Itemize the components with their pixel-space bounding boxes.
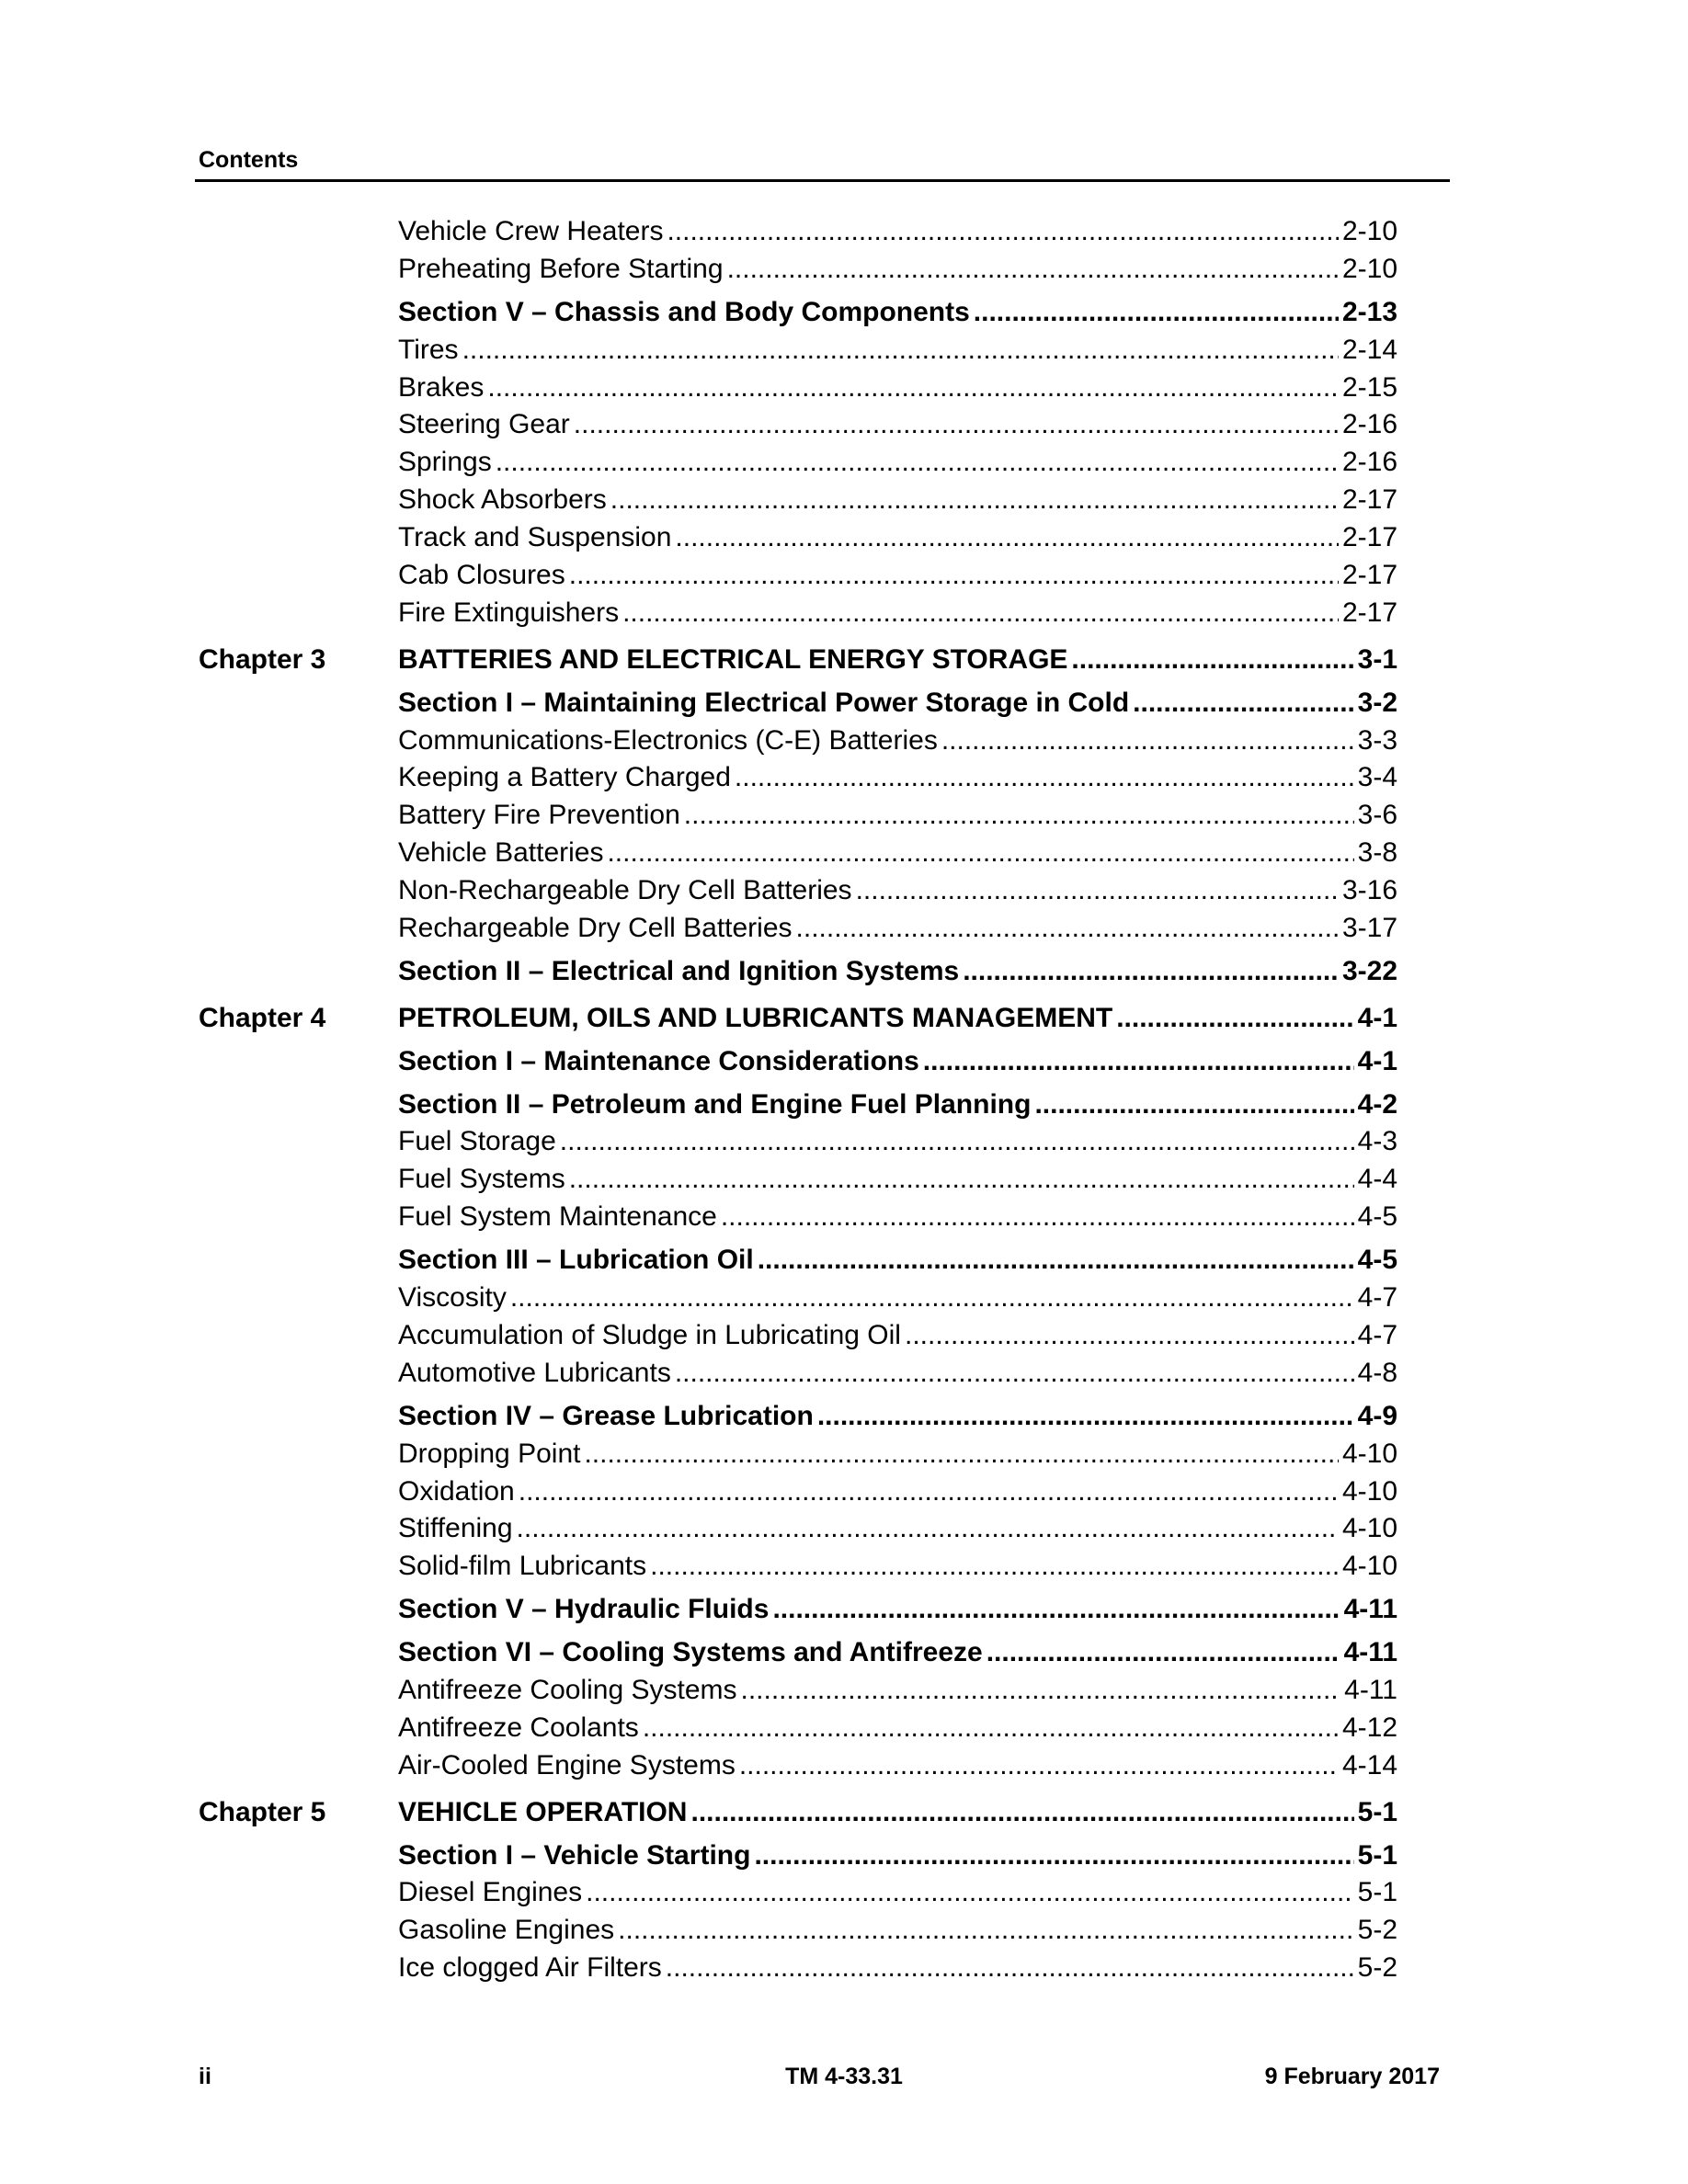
footer-page-number: ii: [199, 2064, 211, 2089]
dot-leader: [584, 1436, 1338, 1473]
toc-entry-title: Section V – Chassis and Body Components: [398, 296, 970, 327]
footer-date: 9 February 2017: [1264, 2064, 1440, 2089]
toc-item-entry[interactable]: [199, 251, 1397, 289]
toc-entry-title: Section II – Electrical and Ignition Systems: [398, 955, 960, 986]
toc-entry-title: Viscosity: [398, 1282, 507, 1314]
toc-page-number: 3-3: [1357, 724, 1397, 756]
toc-entry-title: Section II – Petroleum and Engine Fuel Planning: [398, 1088, 1032, 1120]
toc-chapter-label: Chapter 5: [199, 1796, 326, 1827]
dot-leader: [607, 835, 1353, 872]
dot-leader: [963, 953, 1339, 991]
toc-section-entry[interactable]: [199, 1837, 1397, 1875]
toc-entry-title: Springs: [398, 447, 492, 478]
dot-leader: [462, 332, 1339, 370]
dot-leader: [758, 1242, 1354, 1280]
dot-leader: [1071, 642, 1353, 679]
dot-leader: [675, 1355, 1354, 1393]
toc-item-entry[interactable]: [199, 1672, 1397, 1710]
toc-item-entry[interactable]: [199, 797, 1397, 835]
toc-entry-title: PETROLEUM, OILS AND LUBRICANTS MANAGEMENT: [398, 1002, 1113, 1033]
toc-entry-title: Communications-Electronics (C-E) Batteries: [398, 724, 938, 756]
toc-chapter-entry[interactable]: [199, 1000, 1397, 1038]
toc-chapter-label: Chapter 4: [199, 1002, 326, 1033]
dot-leader: [666, 1950, 1354, 1987]
toc-section-entry[interactable]: [199, 1634, 1397, 1672]
dot-leader: [643, 1710, 1339, 1747]
toc-page-number: 2-17: [1341, 597, 1397, 628]
toc-page-number: 5-1: [1357, 1796, 1397, 1827]
toc-page-number: 4-11: [1343, 1594, 1397, 1625]
toc-entry-title: Tires: [398, 334, 459, 365]
toc-item-entry[interactable]: [199, 332, 1397, 370]
dot-leader: [586, 1874, 1354, 1912]
toc-page-number: 2-17: [1341, 484, 1397, 516]
toc-page-number: 4-12: [1341, 1712, 1397, 1743]
toc-section-entry[interactable]: [199, 1086, 1397, 1124]
toc-entry-title: Fuel Storage: [398, 1126, 556, 1157]
dot-leader: [796, 910, 1339, 948]
toc-page-number: 5-2: [1357, 1915, 1397, 1946]
toc-entry-title: Oxidation: [398, 1475, 515, 1507]
toc-page-number: 4-8: [1357, 1357, 1397, 1388]
toc-item-entry[interactable]: [199, 872, 1397, 910]
dot-leader: [1116, 1000, 1353, 1038]
toc-entry-title: Section III – Lubrication Oil: [398, 1245, 754, 1276]
toc-item-entry[interactable]: [199, 482, 1397, 519]
toc-item-entry[interactable]: [199, 1123, 1397, 1161]
toc-entry-title: Stiffening: [398, 1513, 513, 1544]
toc-entry-title: Diesel Engines: [398, 1877, 583, 1908]
toc-page-number: 4-1: [1357, 1002, 1397, 1033]
toc-entry-title: Antifreeze Cooling Systems: [398, 1674, 737, 1705]
toc-page-number: 4-1: [1357, 1045, 1397, 1076]
toc-item-entry[interactable]: [199, 1473, 1397, 1511]
toc-item-entry[interactable]: [199, 1161, 1397, 1199]
toc-section-entry[interactable]: [199, 953, 1397, 991]
dot-leader: [569, 1161, 1354, 1199]
toc-page-number: 3-2: [1357, 687, 1397, 718]
dot-leader: [519, 1473, 1339, 1511]
toc-entry-title: Shock Absorbers: [398, 484, 607, 516]
dot-leader: [560, 1123, 1354, 1161]
toc-entry-title: Non-Rechargeable Dry Cell Batteries: [398, 875, 852, 906]
dot-leader: [772, 1591, 1340, 1629]
toc-page-number: 3-6: [1357, 800, 1397, 831]
toc-item-entry[interactable]: [199, 213, 1397, 251]
dot-leader: [517, 1510, 1339, 1548]
toc-page-number: 2-16: [1341, 447, 1397, 478]
dot-leader: [923, 1043, 1354, 1081]
toc-section-entry[interactable]: [199, 685, 1397, 722]
table-of-contents: [199, 213, 1397, 1987]
footer-document-id: TM 4-33.31: [785, 2064, 903, 2089]
toc-item-entry[interactable]: [199, 519, 1397, 557]
toc-page-number: 2-17: [1341, 560, 1397, 591]
dot-leader: [905, 1317, 1354, 1355]
toc-item-entry[interactable]: [199, 1912, 1397, 1950]
toc-page-number: 4-4: [1357, 1164, 1397, 1195]
toc-section-entry[interactable]: [199, 1398, 1397, 1436]
toc-page-number: 4-10: [1341, 1513, 1397, 1544]
toc-entry-title: Cab Closures: [398, 560, 565, 591]
toc-item-entry[interactable]: [199, 1710, 1397, 1747]
dot-leader: [817, 1398, 1354, 1436]
dot-leader: [569, 557, 1339, 595]
toc-page-number: 4-10: [1341, 1438, 1397, 1469]
toc-page-number: 4-3: [1357, 1126, 1397, 1157]
toc-page-number: 4-5: [1357, 1201, 1397, 1233]
toc-item-entry[interactable]: [199, 444, 1397, 482]
dot-leader: [622, 595, 1339, 632]
toc-item-entry[interactable]: [199, 1950, 1397, 1987]
toc-item-entry[interactable]: [199, 722, 1397, 760]
dot-leader: [856, 872, 1339, 910]
toc-item-entry[interactable]: [199, 370, 1397, 407]
dot-leader: [667, 213, 1338, 251]
toc-item-entry[interactable]: [199, 1747, 1397, 1785]
dot-leader: [496, 444, 1339, 482]
toc-page-number: 2-15: [1341, 371, 1397, 403]
toc-page-number: 2-10: [1341, 216, 1397, 246]
dot-leader: [487, 370, 1339, 407]
toc-section-entry[interactable]: [199, 1242, 1397, 1280]
dot-leader: [721, 1199, 1354, 1236]
toc-page-number: 2-13: [1341, 296, 1397, 327]
toc-item-entry[interactable]: [199, 406, 1397, 444]
toc-entry-title: Preheating Before Starting: [398, 253, 724, 284]
toc-entry-title: Section VI – Cooling Systems and Antifreeze: [398, 1637, 983, 1668]
toc-page-number: 4-14: [1341, 1749, 1397, 1780]
toc-page-number: 5-1: [1357, 1877, 1397, 1908]
toc-page-number: 4-11: [1344, 1674, 1397, 1705]
dot-leader: [735, 759, 1354, 797]
toc-item-entry[interactable]: [199, 1199, 1397, 1236]
toc-entry-title: Automotive Lubricants: [398, 1357, 671, 1388]
dot-leader: [510, 1280, 1354, 1317]
dot-leader: [754, 1837, 1353, 1875]
toc-item-entry[interactable]: [199, 1510, 1397, 1548]
toc-page-number: 2-10: [1341, 253, 1397, 284]
toc-page-number: 4-7: [1357, 1282, 1397, 1314]
toc-item-entry[interactable]: [199, 557, 1397, 595]
toc-page-number: 3-4: [1357, 762, 1397, 793]
toc-entry-title: Battery Fire Prevention: [398, 800, 680, 831]
toc-entry-title: Solid-film Lubricants: [398, 1551, 647, 1582]
toc-item-entry[interactable]: [199, 759, 1397, 797]
toc-page-number: 2-17: [1341, 522, 1397, 553]
dot-leader: [1034, 1086, 1353, 1124]
toc-entry-title: Fuel Systems: [398, 1164, 565, 1195]
toc-entry-title: Dropping Point: [398, 1438, 581, 1469]
toc-page-number: 3-8: [1357, 837, 1397, 869]
dot-leader: [618, 1912, 1353, 1950]
dot-leader: [739, 1747, 1339, 1785]
toc-entry-title: Vehicle Crew Heaters: [398, 216, 664, 246]
toc-page-number: 4-11: [1343, 1637, 1397, 1668]
toc-page-number: 3-16: [1341, 875, 1397, 906]
toc-page-number: 5-1: [1357, 1839, 1397, 1871]
toc-item-entry[interactable]: [199, 1280, 1397, 1317]
toc-item-entry[interactable]: [199, 910, 1397, 948]
toc-entry-title: BATTERIES AND ELECTRICAL ENERGY STORAGE: [398, 643, 1068, 675]
dot-leader: [941, 722, 1354, 760]
toc-entry-title: Ice clogged Air Filters: [398, 1952, 662, 1984]
toc-item-entry[interactable]: [199, 1436, 1397, 1473]
toc-section-entry[interactable]: [199, 1043, 1397, 1081]
dot-leader: [974, 294, 1339, 332]
dot-leader: [727, 251, 1339, 289]
toc-entry-title: Air-Cooled Engine Systems: [398, 1749, 736, 1780]
toc-entry-title: Brakes: [398, 371, 485, 403]
toc-item-entry[interactable]: [199, 1548, 1397, 1586]
toc-entry-title: Keeping a Battery Charged: [398, 762, 731, 793]
toc-entry-title: Vehicle Batteries: [398, 837, 604, 869]
toc-entry-title: Antifreeze Coolants: [398, 1712, 639, 1743]
toc-item-entry[interactable]: [199, 835, 1397, 872]
toc-page-number: 4-9: [1357, 1400, 1397, 1431]
toc-entry-title: Section I – Maintenance Considerations: [398, 1045, 919, 1076]
toc-page-number: 3-22: [1341, 955, 1397, 986]
dot-leader: [690, 1794, 1353, 1832]
toc-entry-title: Section IV – Grease Lubrication: [398, 1400, 814, 1431]
toc-page-number: 4-10: [1341, 1475, 1397, 1507]
toc-page-number: 3-17: [1341, 913, 1397, 944]
page-header-title: Contents: [199, 147, 299, 173]
header-rule: [195, 179, 1450, 182]
toc-chapter-entry[interactable]: [199, 1794, 1397, 1832]
toc-page-number: 3-1: [1357, 643, 1397, 675]
toc-section-entry[interactable]: [199, 1591, 1397, 1629]
dot-leader: [574, 406, 1339, 444]
toc-item-entry[interactable]: [199, 1874, 1397, 1912]
toc-entry-title: Section V – Hydraulic Fluids: [398, 1594, 770, 1625]
toc-page-number: 4-7: [1357, 1319, 1397, 1350]
dot-leader: [675, 519, 1339, 557]
toc-item-entry[interactable]: [199, 595, 1397, 632]
toc-page-number: 4-5: [1357, 1245, 1397, 1276]
toc-item-entry[interactable]: [199, 1355, 1397, 1393]
toc-chapter-entry[interactable]: [199, 642, 1397, 679]
toc-entry-title: Gasoline Engines: [398, 1915, 615, 1946]
dot-leader: [610, 482, 1339, 519]
toc-section-entry[interactable]: [199, 294, 1397, 332]
dot-leader: [741, 1672, 1341, 1710]
dot-leader: [684, 797, 1354, 835]
toc-entry-title: Fuel System Maintenance: [398, 1201, 717, 1233]
toc-item-entry[interactable]: [199, 1317, 1397, 1355]
toc-entry-title: VEHICLE OPERATION: [398, 1796, 688, 1827]
toc-entry-title: Track and Suspension: [398, 522, 672, 553]
toc-entry-title: Section I – Maintaining Electrical Power Storage in Cold: [398, 687, 1130, 718]
dot-leader: [987, 1634, 1340, 1672]
dot-leader: [1133, 685, 1353, 722]
toc-chapter-label: Chapter 3: [199, 643, 326, 675]
toc-entry-title: Steering Gear: [398, 409, 570, 440]
toc-entry-title: Accumulation of Sludge in Lubricating Oil: [398, 1319, 901, 1350]
toc-entry-title: Section I – Vehicle Starting: [398, 1839, 751, 1871]
toc-page-number: 4-10: [1341, 1551, 1397, 1582]
toc-page-number: 5-2: [1357, 1952, 1397, 1984]
toc-page-number: 2-14: [1341, 334, 1397, 365]
toc-page-number: 2-16: [1341, 409, 1397, 440]
dot-leader: [650, 1548, 1339, 1586]
toc-entry-title: Rechargeable Dry Cell Batteries: [398, 913, 793, 944]
toc-page-number: 4-2: [1357, 1088, 1397, 1120]
toc-entry-title: Fire Extinguishers: [398, 597, 620, 628]
